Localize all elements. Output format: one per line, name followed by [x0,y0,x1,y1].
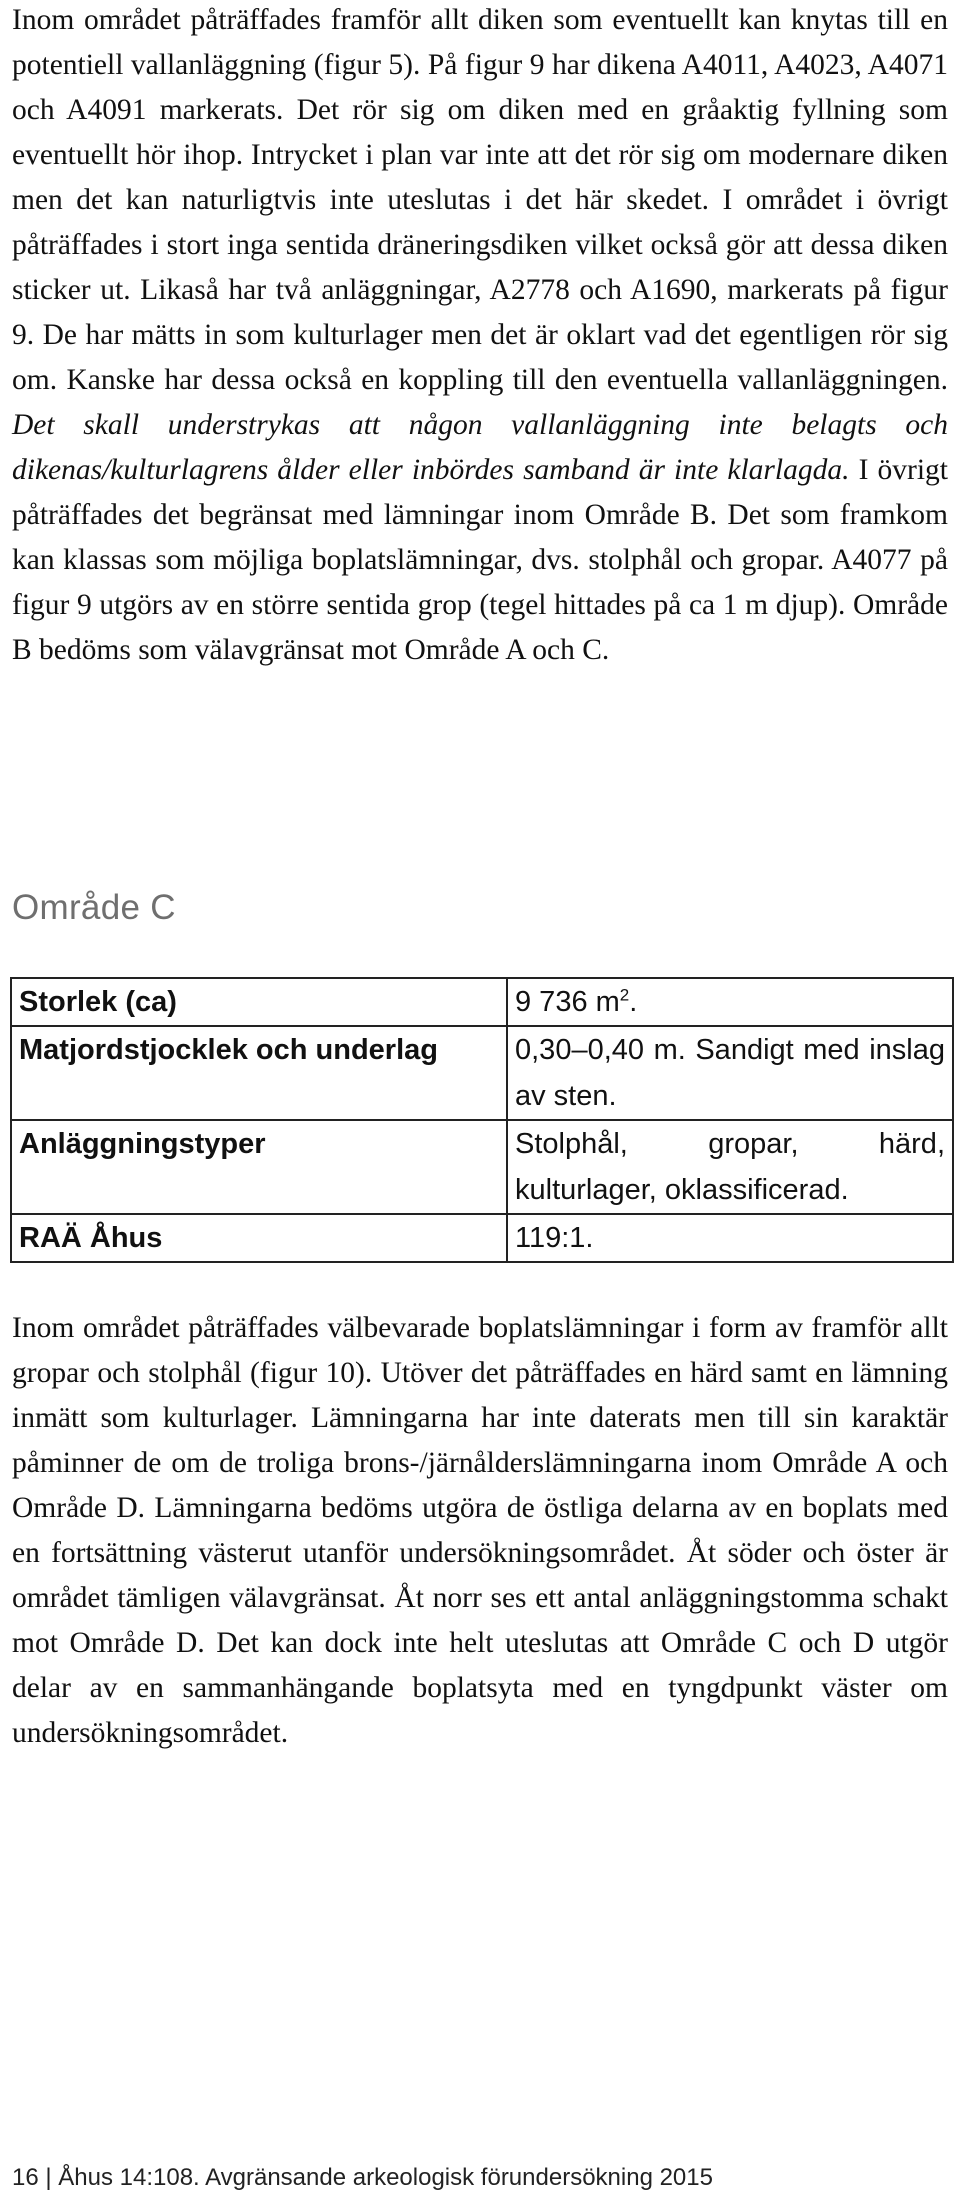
area-facts-table [10,977,954,1263]
row-value: Stolphål, gropar, härd, kulturlager, oklassificerad. [507,1120,953,1214]
row-label: Storlek (ca) [11,978,507,1026]
size-suffix: . [629,986,638,1018]
footer-separator: | [45,2164,52,2191]
footer-title: Åhus 14:108. Avgränsande arkeologisk förundersökning 2015 [58,2164,713,2191]
body-paragraph-area-c: Inom området påträffades välbevarade boplatslämningar i form av framför allt gropar och stolphål (figur 10). Utöver det påträffades en härd samt en lämning inmätt som kulturlager. Lämningarna har inte daterats men till sin karaktär påminner de om de troliga brons-/järnålderslämningarna inom Område A och Område D. Lämningarna bedöms utgöra de östliga delarna av en boplats med en fortsättning västerut utanför undersökningsområdet. Åt söder och öster är området tämligen välavgränsat. Åt norr ses ett antal anläggningstomma schakt mot Område D. Det kan dock inte helt uteslutas att Område C och D utgör delar av en sammanhängande boplatsyta med en tyngdpunkt väster om undersökningsområdet. [12,1312,948,1749]
table-row [11,1026,953,1120]
row-value: 0,30–0,40 m. Sandigt med inslag av sten. [507,1026,953,1120]
size-value: 9 736 m [515,986,620,1018]
table-row [11,1214,953,1262]
row-label: Anläggningstyper [11,1120,507,1214]
table-row [11,1120,953,1214]
row-label: Matjordstjocklek och underlag [11,1026,507,1120]
section-heading-omrade-c: Område C [12,888,176,927]
row-label: RAÄ Åhus [11,1214,507,1262]
paragraph-text: I övrigt påträffades det begränsat med lämningar inom Område B. Det som framkom kan klassas som möjliga boplatslämningar, dvs. stolphål och gropar. A4077 på figur 9 utgörs av en större sentida grop (tegel hittades på ca 1 m djup). Område B bedöms som välavgränsat mot Område A och C. [12,454,949,666]
row-value [507,978,953,1026]
page-footer [12,2164,713,2192]
body-paragraph-area-b [12,0,948,673]
page-number: 16 [12,2164,39,2191]
table-row [11,978,953,1026]
row-value: 119:1. [507,1214,953,1262]
paragraph-text: Inom området påträffades framför allt diken som eventuellt kan knytas till en potentiell vallanläggning (figur 5). På figur 9 har dikena A4011, A4023, A4071 och A4091 markerats. Det rör sig om diken med en gråaktig fyllning som eventuellt hör ihop. Intrycket i plan var inte att det rör sig om modernare diken men det kan naturligtvis inte uteslutas i det här skedet. I området i övrigt påträffades i stort inga sentida dräneringsdiken vilket också gör att dessa diken sticker ut. Likaså har två anläggningar, A2778 och A1690, markerats på figur 9. De har mätts in som kulturlager men det är oklart vad det egentligen rör sig om. Kanske har dessa också en koppling till den eventuella vallanläggningen. [12,4,948,396]
italic-emphasis-text: Det skall understrykas att någon vallanläggning inte belagts och dikenas/kulturlagrens ålder eller inbördes samband är inte klarlagda. [12,409,948,486]
size-exponent: 2 [619,985,630,1005]
